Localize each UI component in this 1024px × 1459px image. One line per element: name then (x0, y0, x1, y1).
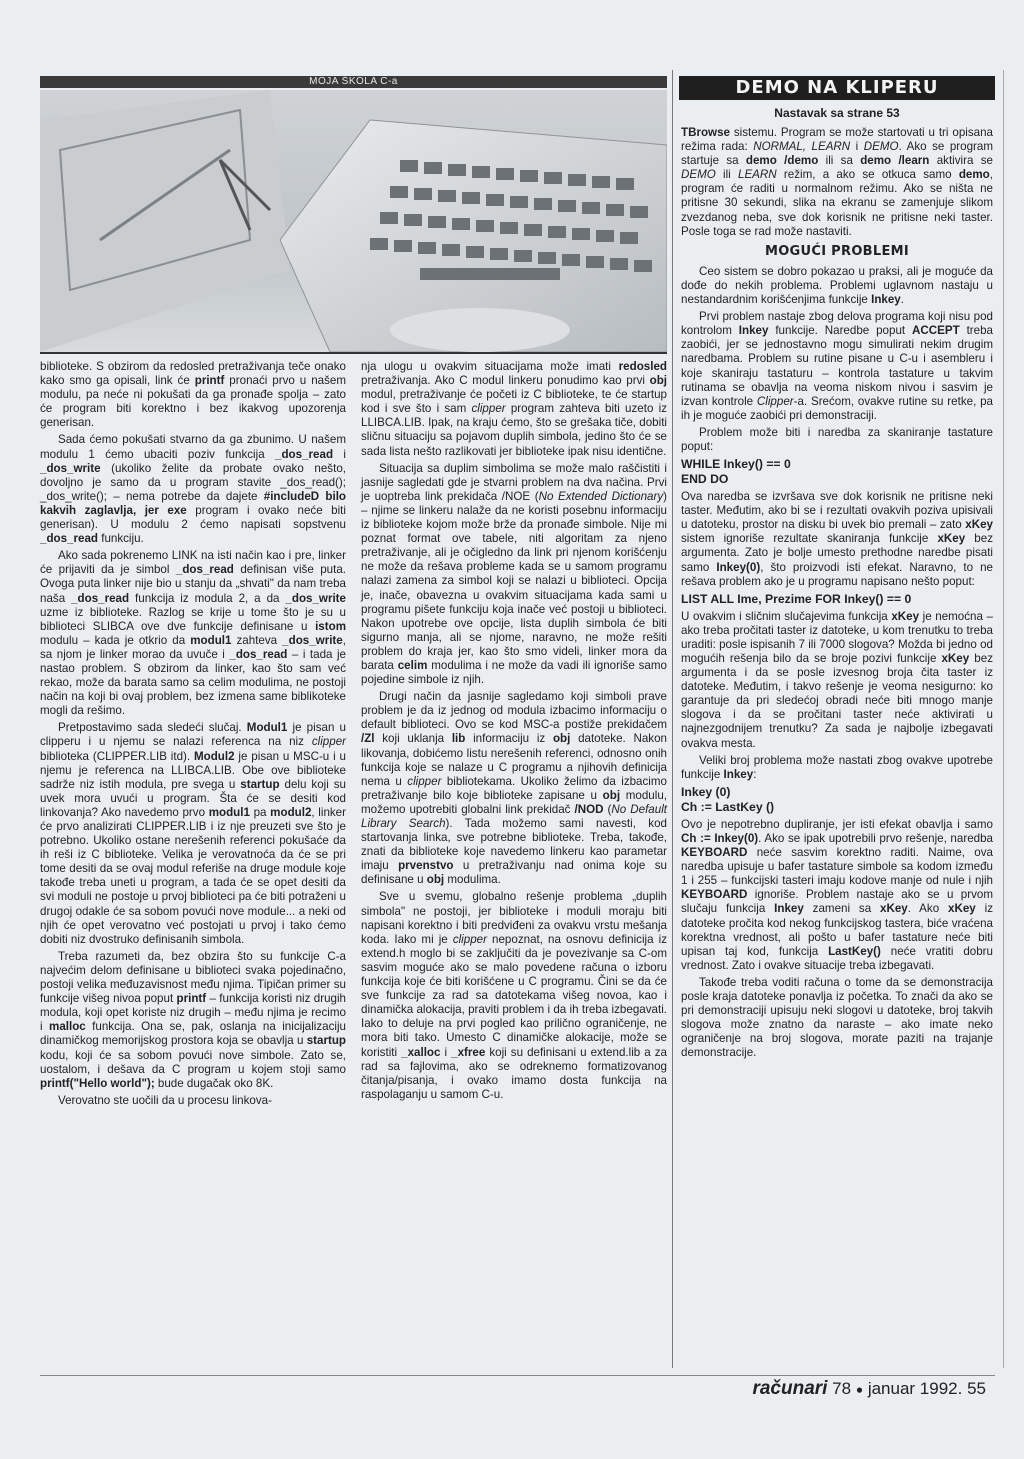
sidebar-continuation-note: Nastavak sa strane 53 (774, 106, 900, 120)
code-line: END DO (681, 472, 729, 487)
paragraph: Sve u svemu, globalno rešenje problema „duplih simbola" ne postoji, jer biblioteke i moduli moraju biti napisani korektno i biti predviđeni za ovakvu vrstu mešanja koda. Iako mi je clipper nepoznat, na osnovu definicija iz extend.h moglo bi se zaključiti da je povezivanje sa C-om sasvim moguće ako se malo povedene računa o izboru funkcija koje će biti korišćene u C programu. Čini se da će sve funkcije za rad sa datotekama višeg novoa, kao i dinamička alokacija, praviti problem i da ih treba izbegavati. Iako to deluje na prvi pogled kao prilično ograničenje, ne mora biti tako. Umesto C dinamičke alokacije, može se koristiti _xalloc i _xfree koji su definisani u extend.lib a za rad sa fajlovima, ako se odreknemo formatizovanog čitanja/pisanja, i ovako imamo dosta funkcija na raspolaganju u samom C-u. (361, 890, 667, 1101)
paragraph: Treba razumeti da, bez obzira što su funkcije C-a najvećim delom definisane u bibliotеci svaka pojedinačno, postoji velika međuzavisnost među njima. Tipičan primer su funkcije višeg nivoa poput printf – funkcija koristi niz drugih modula, koji opet koriste niz drugih – među njima je recimo i malloc funkcija. Ona se, pak, oslanja na inicijalizaciju dinamičkog memorijskog prostora koja se obavlja u startup kodu, koji će sa sobom povući nove simbole. Zato se, uostalom, i dešava da C program u kojem stoji samo printf("Hello world"); bude dugačak oko 8K. (40, 949, 347, 1090)
paragraph: TBrowse sistemu. Program se može startovati u tri opisana režima rada: NORMAL, LEARN i DEMO. Ako se program startuje sa demo /demo ili sa demo /learn aktivira se DEMO ili LEARN režim, a ako se otkuca samo demo, program će raditi u normalnom režimu. Ako se ništa ne pritisne 30 sekundi, slika na ekranu se zamenjuje slikom zvezdanog neba, sve dok korisnik ne pritisne neki taster. Posle toga se rad može nastaviti. (681, 126, 994, 238)
magazine-name: računari (752, 1378, 828, 1399)
section-title-bar: MOJA ŠKOLA C-a (40, 76, 667, 88)
paragraph: Pretpostavimo sada sledeći slučaj. Modul1 je pisan u clipperu i u njemu se nalazi referenca na niz clipper biblioteka (CLIPPER.LIB itd). Modul2 je pisan u MSC-u i u njemu je referenca na LLIBCA.LIB. Obe ove biblioteke sadrže niz istih modula, pre svega u startup delu koji su uvek mora uvući u program. Šta će se desiti kod linkovanja? Ako navedemo prvo modul1 pa modul2, linker će prvo analizirati CLIPPER.LIB i iz nje preuzeti sve što je potrebno. Ukoliko ostane nerešenih referenci pokušaće da ih reši iz C biblioteke. Velika je verovatnoća da će se pri tome desiti da se ovaj modul referiše na druge module koje takođe treba uneti u program, a tada će se opet desiti da svi moduli ne postoje u prvoj biblioteci pa će biti potraženi u drugoj odakle će sa sobom povući nove module... a neki od njih će opet verovatno već postojati u prvoj i tako ćemo dobiti niz dvostruko definisanih simbola. (40, 721, 346, 946)
issue-number: 78 (832, 1379, 852, 1398)
bullet-icon: ● (855, 1382, 864, 1397)
paragraph: Drugi način da jasnije sagledamo koji simboli prave problem je da iz jednog od modula izbacimo informaciju o default biblioteci. Ovo se kod MSC-a postiže prekidačem /Zl koji uklanja lib informaciju iz obj datoteke. Nakon likovanja, dobićemo listu nerešenih referenci, odnosno onih funkcija koje se nalaze u C programu a njihovih definicija nema u clipper bibliotekama. Ukoliko želimo da izbacimo pretraživanje bilo koje biblioteke zapisane u obj modulu, možemo upotrebiti globalni link prekidač /NOD (No Default Library Search). Tada možemo sami navesti, kod startovanja linka, sve potrebne biblioteke. Treba, takođe, znati da biblioteke koje navedemo linkeru kao parametar imaju prvenstvo u pretraživanju nad onima koje su definisane u obj modulima. (361, 690, 667, 887)
page-number: 55 (967, 1379, 986, 1398)
sidebar-column (681, 126, 993, 1063)
paragraph: Sada ćemo pokušati stvarno da ga zbunimo. U našem modulu 1 ćemo ubaciti poziv funkcija _dos_read i _dos_write (ukoliko želite da probate ovako nešto, dovoljno je samo da u program stavite _dos_read(); _dos_write(); – nema potrebe da dajete #includeD bilo kakvih zaglavlja, jer exe program i ovako neće biti generisan). U modulu 2 ćemo napisati sopstvenu _dos_read funkciju. (40, 433, 347, 546)
code-snippet-list: LIST ALL Ime, Prezime FOR Inkey() == 0 (681, 591, 912, 606)
paragraph: Prvi problem nastaje zbog delova programa koji nisu pod kontrolom Inkey funkcije. Naredbe poput ACCEPT treba zaobići, jer se jednostavno mogu simulirati nekim drugim naredbama. Problem su rutine pisane u C-u i asembleru i koje skaniraju tastaturu – kontrola tastature u takvim rutinama se obavlja na veoma niskom nivou i sasvim je izvan kontrole Clipper-a. Srećom, ovakve rutine su retke, pa ih je moguće zaobići pri demonstraciji. (681, 310, 993, 422)
paragraph: Problem može biti i naredba za skaniranje tastature poput: (681, 425, 993, 453)
paragraph: nja ulogu u ovakvim situacijama može imati redosled pretraživanja. Ako C modul linkeru ponudimo kao prvi obj modul, pretraživanje će početi iz C biblioteke, te će startup kod i sve što i sam clipper program zahteva biti uzeto iz LLIBCA.LIB. Ipak, na kraju ćemo, što se grešaka tiče, dobiti sličnu situaciju sa pojavom duplih simbola, jedino što će se sada lista nešto razlikovati jer biblioteke ipak nisu identične. (361, 360, 667, 458)
paragraph: U ovakvim i sličnim slučajevima funkcija xKey je nemoćna – ako treba pročitati taster iz datoteke, u kom trenutku to treba uraditi: posle ispisanih 7 ili 7000 slogova? Možda bi jedno od mogućih rešenja bilo da se broje pozivi funkcije xKey bez argumenta i da se posle izvesnog broja čita taster iz datoteke. Međutim, i takvo rešenje je veoma nesigurno: ko garantuje da pri sledećoj obradi neće biti mnogo manje slogova i da se pročitani taster neće aktivirati u najnezgodnijem trenutku? Za sada je najbolje izbegavati ovakva mesta. (681, 609, 993, 750)
page-footer (752, 1378, 986, 1400)
sidebar-subheading: MOGUĆI PROBLEMI (764, 243, 910, 259)
paragraph: Verovatno ste uočili da u procesu linkova- (58, 1093, 272, 1107)
article-column-1 (40, 360, 346, 1111)
paragraph: Ceo sistem se dobro pokazao u praksi, ali je moguće da dođe do nekih problema. Problemi uglavnom nastaju u nestandardnim korišćenjima funkcije Inkey. (681, 264, 993, 307)
paragraph: Takođe treba voditi računa o tome da se demonstracija posle kraja datoteke ponavlja iz početka. To znači da ako se pri demonstraciji upisuju neki slogovi u datoteke, broj takvih slogova može znatno da naraste – ako imate neko ograničenje na broj slogova, morate paziti na trajanje demonstracije. (681, 975, 993, 1060)
paragraph: Ako sada pokrenemo LINK na isti način kao i pre, linker će prijaviti da je simbol _dos_read definisan više puta. Ovoga puta linker nije bio u stanju da „shvati" da nam treba naša _dos_read funkcija iz modula 2, a da _dos_write uzme iz biblioteke. Razlog se krije u tome što je su u biblioteci SLIBCA ove dve funkcije definisane u istom modulu – kada je otkrio da modul1 zahteva _dos_write, sa njom je linker morao da uvuče i _dos_read – i tada je nastao problem. S obzirom da linker, kao što sam već rekao, može da barata samo sa celim modulima, ne postoji način na koji bi ovaj problem, bez izmena same biblikoteke mogli da rešimo. (40, 549, 346, 718)
footer-rule (40, 1375, 995, 1376)
sidebar-title: DEMO NA KLIPERU (679, 76, 995, 100)
issue-date: januar 1992. (867, 1379, 963, 1398)
code-line: Ch := LastKey () (681, 799, 775, 814)
code-snippet-inkey (681, 785, 993, 815)
code-line: WHILE Inkey() == 0 (681, 457, 791, 472)
paragraph: Veliki broj problema može nastati zbog ovakve upotrebe funkcije Inkey: (681, 753, 993, 781)
keyboard-photo-illustration (40, 90, 667, 352)
paragraph: Ova naredba se izvršava sve dok korisnik ne pritisne neki taster. Međutim, ako bi se i rezultati ovakvih poziva upisivali u datoteku, prostor na disku bi uvek bio premali – zato xKey sistem ignoriše rezultate skaniranja funkcije xKey bez argumenta. Zato je bolje umesto prethodne naredbe pisati samo Inkey(0), što proizvodi isti efekat. Naravno, to ne rešava problem ako je u programu napisano nešto poput: (681, 490, 993, 588)
code-line: Inkey (0) (681, 784, 731, 799)
article-column-2 (361, 360, 667, 1105)
paragraph: Situacija sa duplim simbolima se može malo raščistiti i jasnije sagledati gde je stvarni problem na dva načina. Prvi je uoptreba link prekidača /NOE (No Extended Dictionary) – njime se linkeru nalaže da ne koristi posebnu informaciju iz biblioteke kojom može brže da pronađe simbole. Nije mi poznat format ove tabele, niti algoritam za njeno pretraživanje, ali je očigledno da link pri njenom korišćenju ne može da rešava probleme kada se u samom programu nalazi zamena za simbol koji se nalazi u biblioteci. Opcija je, inače, obavezna u ovakvim situacijama kada sami u programu pišete funkciju koja inače već postoji u biblioteci. Nakon upotrebe ove opcije, lista duplih simbola će biti sigurno manja, ali se njome, naravno, ne može rešiti problem do kraja jer, kao što smo videli, linker mora da barata celim modulima i ne može da vadi ili ignoriše samo pojedine simbole iz njih. (361, 461, 667, 687)
code-snippet-while (681, 457, 993, 487)
paragraph: Ovo je nepotrebno dupliranje, jer isti efekat obavlja i samo Ch := Inkey(0). Ako se ipak upotrebili prvo rešenje, naredba KEYBOARD neće sasvim korektno raditi. Naime, ova naredba upisuje u bafer tastature simbole sa kodom između 1 i 255 – funkcijski tasteri imaju kodove manje od nule i njih KEYBOARD ignoriše. Problem nastaje ako se u prvom slučaju funkcija Inkey zameni sa xKey. Ako xKey iz datoteke pročita kod nekog funkcijskog tastera, biće vraćena korektna vrednost, ali pošto u bafer tastature neće biti upisan taj kod, funkcija LastKey() neće vratiti dobru vrednost. Zato i ovakve situacije treba izbegavati. (681, 817, 993, 972)
paragraph: biblioteke. S obzirom da redosled pretraživanja teče onako kako smo ga opisali, link će printf pronaći prvo u našem modulu, pa neće ni pokušati da ga pronađe spolja – zato će program biti korektno i bez ikakvog upozorenja generisan. (40, 360, 346, 430)
hero-photo-keyboard (40, 90, 667, 354)
